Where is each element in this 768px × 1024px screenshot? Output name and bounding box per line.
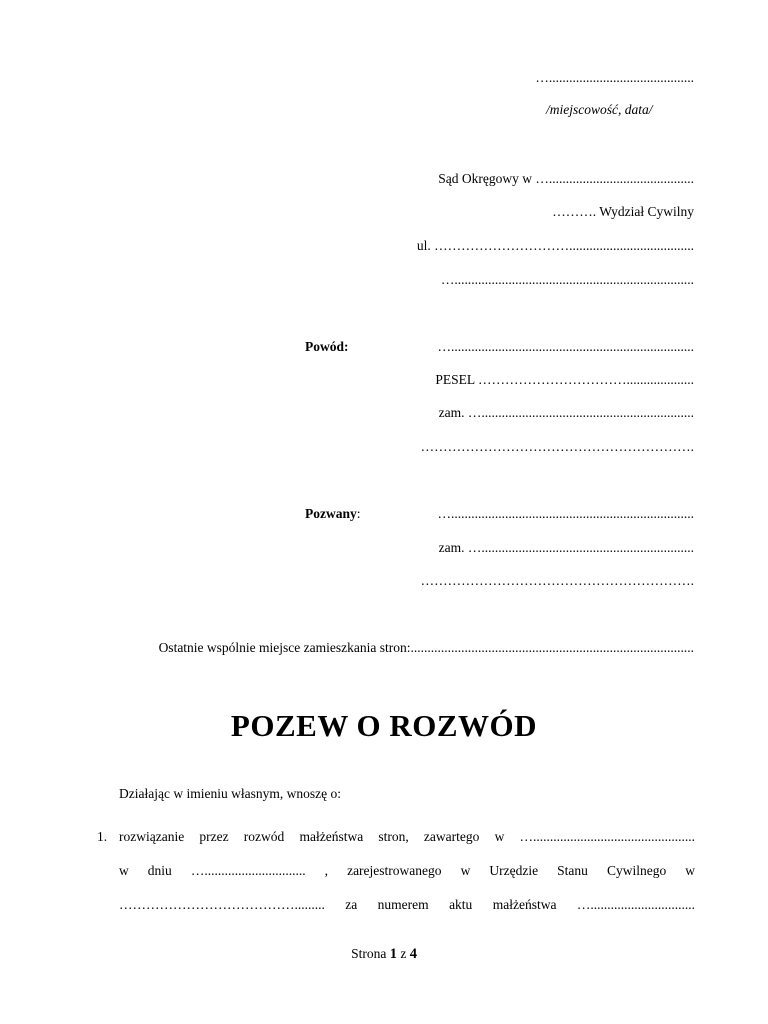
defendant-label-group	[305, 506, 361, 522]
plaintiff-label: Powód:	[305, 339, 349, 354]
item-1-word: rozwiązanie	[119, 829, 185, 844]
item-1-word: ………………………………….........	[119, 897, 325, 912]
page-word: Strona	[351, 946, 387, 961]
item-1-word: w	[685, 863, 695, 878]
item-1-word: przez	[199, 829, 229, 844]
item-1-word: małżeństwa	[492, 897, 557, 912]
item-1-word: w	[119, 863, 129, 878]
item-1-word: ,	[324, 863, 329, 878]
plaintiff-address-line-2: …………………………………………………….	[420, 439, 694, 454]
intro-text: Działając w imieniu własnym, wnoszę o:	[119, 786, 341, 801]
item-1-word: w	[460, 863, 471, 878]
page-of-word: z	[400, 946, 407, 961]
defendant-label-colon: :	[356, 506, 361, 521]
item-1-word: zawartego	[423, 829, 480, 844]
item-1-word: za	[345, 897, 358, 912]
defendant-label: Pozwany	[305, 506, 357, 521]
item-1-word: numerem	[377, 897, 429, 912]
item-1-word: …...............................	[576, 897, 695, 912]
item-1-word: …................................................	[519, 829, 695, 844]
item-1-word: zarejestrowanego	[347, 863, 442, 878]
item-1-word: dniu	[147, 863, 172, 878]
court-address-line: ….......................................................................	[440, 272, 694, 287]
item-1-word: rozwód	[243, 829, 285, 844]
place-date-line: …...........................................	[535, 70, 694, 85]
item-1-word: aktu	[449, 897, 473, 912]
page-current: 1	[389, 946, 397, 962]
defendant-address-line-2: …………………………………………………….	[420, 573, 694, 588]
item-1-word: …..............................	[190, 863, 306, 878]
defendant-name-line: …........................................................................	[437, 506, 694, 521]
plaintiff-pesel-line: PESEL ……………………………....................	[435, 372, 694, 387]
plaintiff-address-line: zam. …...............................................................	[438, 405, 694, 420]
item-1-word: stron,	[378, 829, 409, 844]
document-title: POZEW O ROZWÓD	[230, 708, 538, 743]
item-1-number: 1.	[97, 829, 108, 844]
plaintiff-name-line: …........................................................................	[437, 339, 694, 354]
item-1-word: Stanu	[557, 863, 588, 878]
item-1-line-2	[119, 863, 695, 879]
court-name-line: Sąd Okręgowy w …...........................................	[438, 171, 694, 186]
place-date-caption: /miejscowość, data/	[546, 102, 653, 117]
item-1-word: w	[494, 829, 505, 844]
page-total: 4	[409, 946, 417, 962]
court-street-line: ul. ………………………….....................................	[416, 238, 694, 253]
item-1-word: małżeństwa	[299, 829, 364, 844]
defendant-address-line: zam. …...............................................................	[438, 540, 694, 555]
page-footer	[0, 946, 768, 962]
item-1-word: Cywilnego	[606, 863, 667, 878]
item-1-line-3	[119, 897, 695, 913]
item-1-line-1	[119, 829, 695, 845]
last-residence-line: Ostatnie wspólnie miejsce zamieszkania stron:....................................................................................	[158, 640, 694, 655]
court-division-line: ………. Wydział Cywilny	[552, 204, 694, 219]
item-1-word: Urzędzie	[489, 863, 539, 878]
